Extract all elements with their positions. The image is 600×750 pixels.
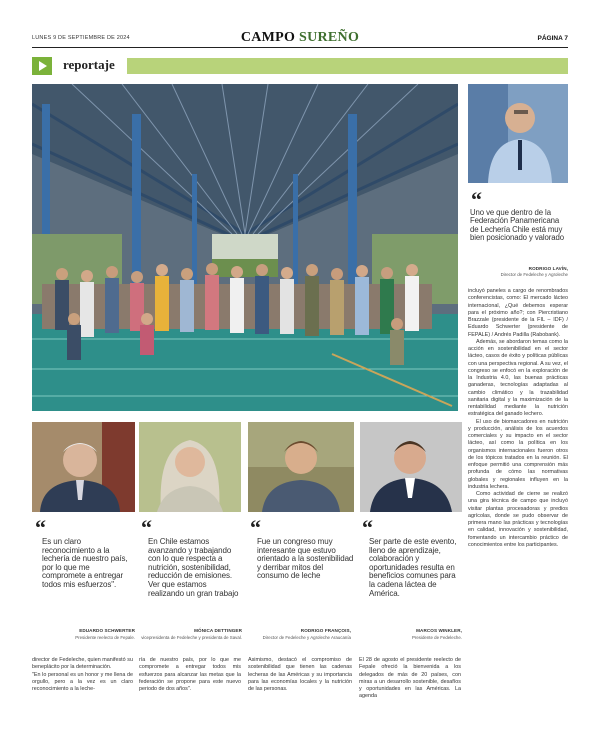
quote-author-role: vicepresidenta de Fedeleche y presidenta de Saval. [141, 635, 242, 640]
portrait-rodrigo-francois [248, 422, 354, 512]
quote-text: Fue un congreso muy interesante que estuvo orientado a la sostenibilidad y derribar mitos del consumo de leche [257, 537, 354, 581]
article-paragraph: Como actividad de cierre se realizó una gira técnica de campo que incluyó visitar plantas procesadoras y predios agrícolas, donde se pudo observar de primera mano las prácticas y tecnologías en calidad, innovación y sostenibilidad, fomentando un intercambio práctico de conocimientos entre los participantes. [468, 491, 568, 548]
quote-text: En Chile estamos avanzando y trabajando con lo que respecta a nutrición, sostenibilidad, reducción de emisiones. Ver que estamos realizando un gran trabajo [148, 537, 239, 598]
brand-part-1: CAMPO [240, 30, 300, 45]
article-column-4: El 28 de agosto el presidente reelecto de Fepale ofreció la bienvenida a los delegados de más de 20 países, con miras a un desarrollo sostenible, desafíos y oportunidades en las Américas. La agenda [359, 657, 461, 700]
portrait-monica-dettinger [139, 422, 241, 512]
portrait-eduardo-schwerter [32, 422, 135, 512]
quote-text: Ser parte de este evento, lleno de aprendizaje, colaboración y oportunidades resulta en beneficios comunes para la cadena láctea de América. [369, 537, 457, 598]
quote-author: RODRIGO LAVÍN, [528, 266, 568, 271]
quote-author-role: Director de Fedeleche y Agroleche Araucanía [262, 635, 351, 640]
group-photo [32, 84, 458, 411]
play-arrow-icon [32, 57, 52, 75]
article-column-2: ría de nuestro país, por lo que me compromete a entregar todos mis esfuerzos para alcanzar las metas que la federación se propone para este nuevo periodo de dos años". [139, 657, 241, 692]
quote-mark-icon: “ [35, 515, 46, 540]
section-label: reportaje [63, 57, 115, 72]
quote-mark-icon: “ [471, 187, 482, 212]
newspaper-brand [0, 30, 600, 46]
quote-mark-icon: “ [250, 515, 261, 540]
quote-author-role: Director de Fedeleche y Agroleche [500, 272, 568, 277]
quote-author: MARCOS WINKLER, [416, 628, 462, 633]
portrait-marcos-winkler [360, 422, 462, 512]
header-rule [32, 47, 568, 48]
article-right-column [468, 288, 568, 549]
quote-mark-icon: “ [141, 515, 152, 540]
quote-text: Uno ve que dentro de la Federación Panamericana de Lechería Chile está muy bien posicionado y valorado [470, 208, 564, 242]
article-paragraph: El uso de biomarcadores en nutrición y producción, análisis de los acuerdos comerciales y su impacto en el sector lácteo, así como la política en los organismos internacionales fueron otros de los tópicos tratados en la reunión. El enfoque permitió una comprensión más profunda de cómo las normativas globales y regionales influyen en la industria lechera. [468, 418, 568, 490]
article-paragraph: Además, se abordaron temas como la acción en sostenibilidad en el sector lácteo, casos de éxito y políticas públicas con una perspectiva regional. A su vez, el congreso se enfocó en la exploración de la Industria 4.0, las buenas prácticas ganaderas, tecnologías adaptadas al cambio climático y la trazabilidad sanitaria digital y la maximización de la rentabilidad mediante la nutrición estratégica del ganado lechero. [468, 338, 568, 418]
article-column-3: Asimismo, destacó el compromiso de sostenibilidad que tienen las cadenas lecheras de las Américas y su importancia para las economías locales y la nutrición de las personas. [248, 657, 352, 692]
portrait-rodrigo-lavin [468, 84, 568, 183]
article-column-1: director de Fedeleche, quien manifestó su beneplácito por la determinación. "En lo personal es un honor y me llena de orgullo, pero a la vez es un claro reconocimiento a la leche- [32, 657, 133, 692]
page-number: PÁGINA 7 [537, 35, 568, 42]
quote-author: MÓNICA DETTINGER [194, 628, 242, 633]
quote-text: Es un claro reconocimiento a la lechería de nuestro país, por lo que me compromete a entregar todos mis esfuerzos". [42, 537, 128, 589]
quote-author-role: Presidente reelecto de Fepale. [75, 635, 135, 640]
brand-part-2: SUREÑO [299, 30, 360, 45]
quote-author: EDUARDO SCHWERTER [79, 628, 135, 633]
quote-mark-icon: “ [362, 515, 373, 540]
section-bar [127, 58, 568, 74]
article-paragraph: incluyó paneles a cargo de renombrados conferencistas, como: El mercado lácteo internacional, ¿Qué debemos esperar para el próximo año?; con Piercristiano Brazzale (presidente de la FIL – IDF) / Eduardo Schwerter (presidente de FEPALE) / Andrés Padilla (Rabobank). [468, 288, 568, 338]
issue-date: LUNES 9 DE SEPTIEMBRE DE 2024 [32, 35, 130, 41]
quote-author-role: Presidente de Fedeleche. [411, 635, 462, 640]
quote-author: RODRIGO FRANÇOIS, [300, 628, 351, 633]
